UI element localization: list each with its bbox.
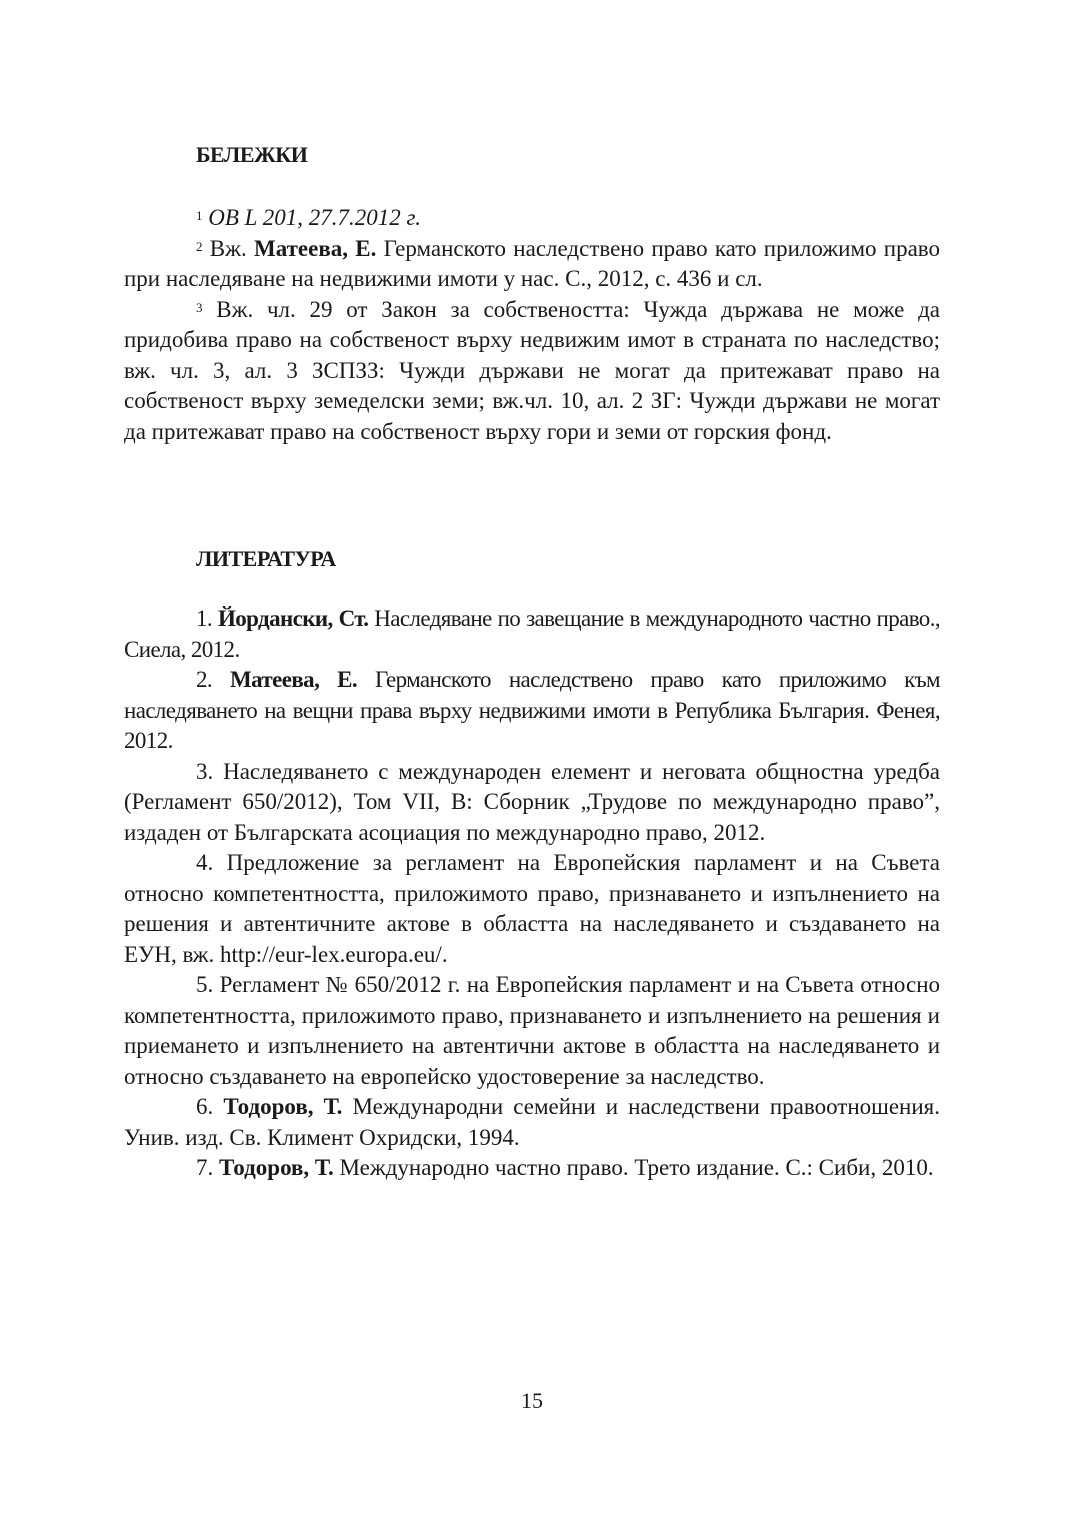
literature-text: Германското наследствено право като приложимо към наследяването на вещни права върху недвижими имоти в Република България. Фенея, 2012.	[124, 667, 940, 753]
literature-author: Йордански, Ст.	[217, 606, 369, 631]
literature-item	[124, 1153, 940, 1184]
literature-number: 6.	[196, 1094, 224, 1119]
note-lead: Вж.	[209, 235, 254, 261]
literature-list	[124, 604, 940, 1184]
document-page	[124, 0, 940, 1530]
note-number: 3	[196, 299, 203, 315]
literature-number: 4.	[196, 850, 227, 875]
literature-item	[124, 604, 940, 665]
literature-text: Международно частно право. Трето издание. С.: Сиби, 2010.	[333, 1155, 934, 1180]
literature-item	[124, 665, 940, 757]
note-item	[124, 203, 940, 234]
literature-text: Регламент № 650/2012 г. на Европейския парламент и на Съвета относно компетентността, приложимото право, признаването и изпълнението на решения и приемането и изпълнението на автентични актове в областта на наследяването и относно създаването на европейско удостоверение за наследство.	[124, 972, 941, 1089]
note-text: Вж. чл. 29 от Закон за собствеността: Чужда държава не може да придобива право на собственост върху недвижим имот в страната по наследство; вж. чл. 3, ал. 3 ЗСПЗЗ: Чужди държави не могат да притежават право на собственост върху земеделски земи; вж.чл. 10, ал. 2 ЗГ: Чужди държави не могат да притежават право на собственост върху гори и земи от горския фонд.	[124, 296, 941, 444]
note-text: ОВ L 201, 27.7.2012 г.	[208, 205, 421, 230]
literature-text: Предложение за регламент на Европейския парламент и на Съвета относно компетентността, приложимото право, признаването и изпълнението на решения и автентичните актове в областта на наследяването и създаването на ЕУН, вж. http://eur-lex.europa.eu/.	[124, 850, 940, 967]
note-author: Матеева, Е.	[253, 235, 377, 261]
literature-author: Матеева, Е.	[230, 667, 358, 692]
literature-heading: ЛИТЕРАТУРА	[196, 546, 336, 571]
literature-text: Международни семейни и наследствени правоотношения. Унив. изд. Св. Климент Охридски, 1994.	[124, 1094, 940, 1150]
literature-text: Наследяване по завещание в международното частно право., Сиела, 2012.	[124, 606, 941, 662]
literature-author: Тодоров, Т.	[223, 1094, 343, 1119]
literature-item	[124, 757, 940, 849]
notes-heading: БЕЛЕЖКИ	[196, 142, 308, 167]
note-text: Германското наследствено право като приложимо право при наследяване на недвижими имоти у нас. С., 2012, с. 436 и сл.	[124, 235, 941, 291]
note-item	[124, 234, 940, 295]
literature-item	[124, 848, 940, 970]
literature-author: Тодоров, Т.	[219, 1155, 334, 1180]
literature-item	[124, 1092, 940, 1153]
literature-number: 2.	[196, 667, 231, 692]
literature-number: 5.	[196, 972, 220, 997]
literature-number: 1.	[196, 606, 218, 631]
literature-item	[124, 970, 940, 1092]
note-item	[124, 295, 940, 448]
literature-text: Наследяването с международен елемент и неговата общностна уредба (Регламент 650/2012), Том VII, В: Сборник „Трудове по международно право”, издаден от Българската асоциация по международно право, 2012.	[124, 758, 940, 845]
literature-number: 7.	[196, 1155, 219, 1180]
page-number: 15	[521, 1388, 543, 1413]
notes-list	[124, 203, 940, 447]
literature-number: 3.	[196, 758, 224, 784]
note-number: 1	[196, 208, 203, 223]
note-number: 2	[196, 238, 203, 254]
